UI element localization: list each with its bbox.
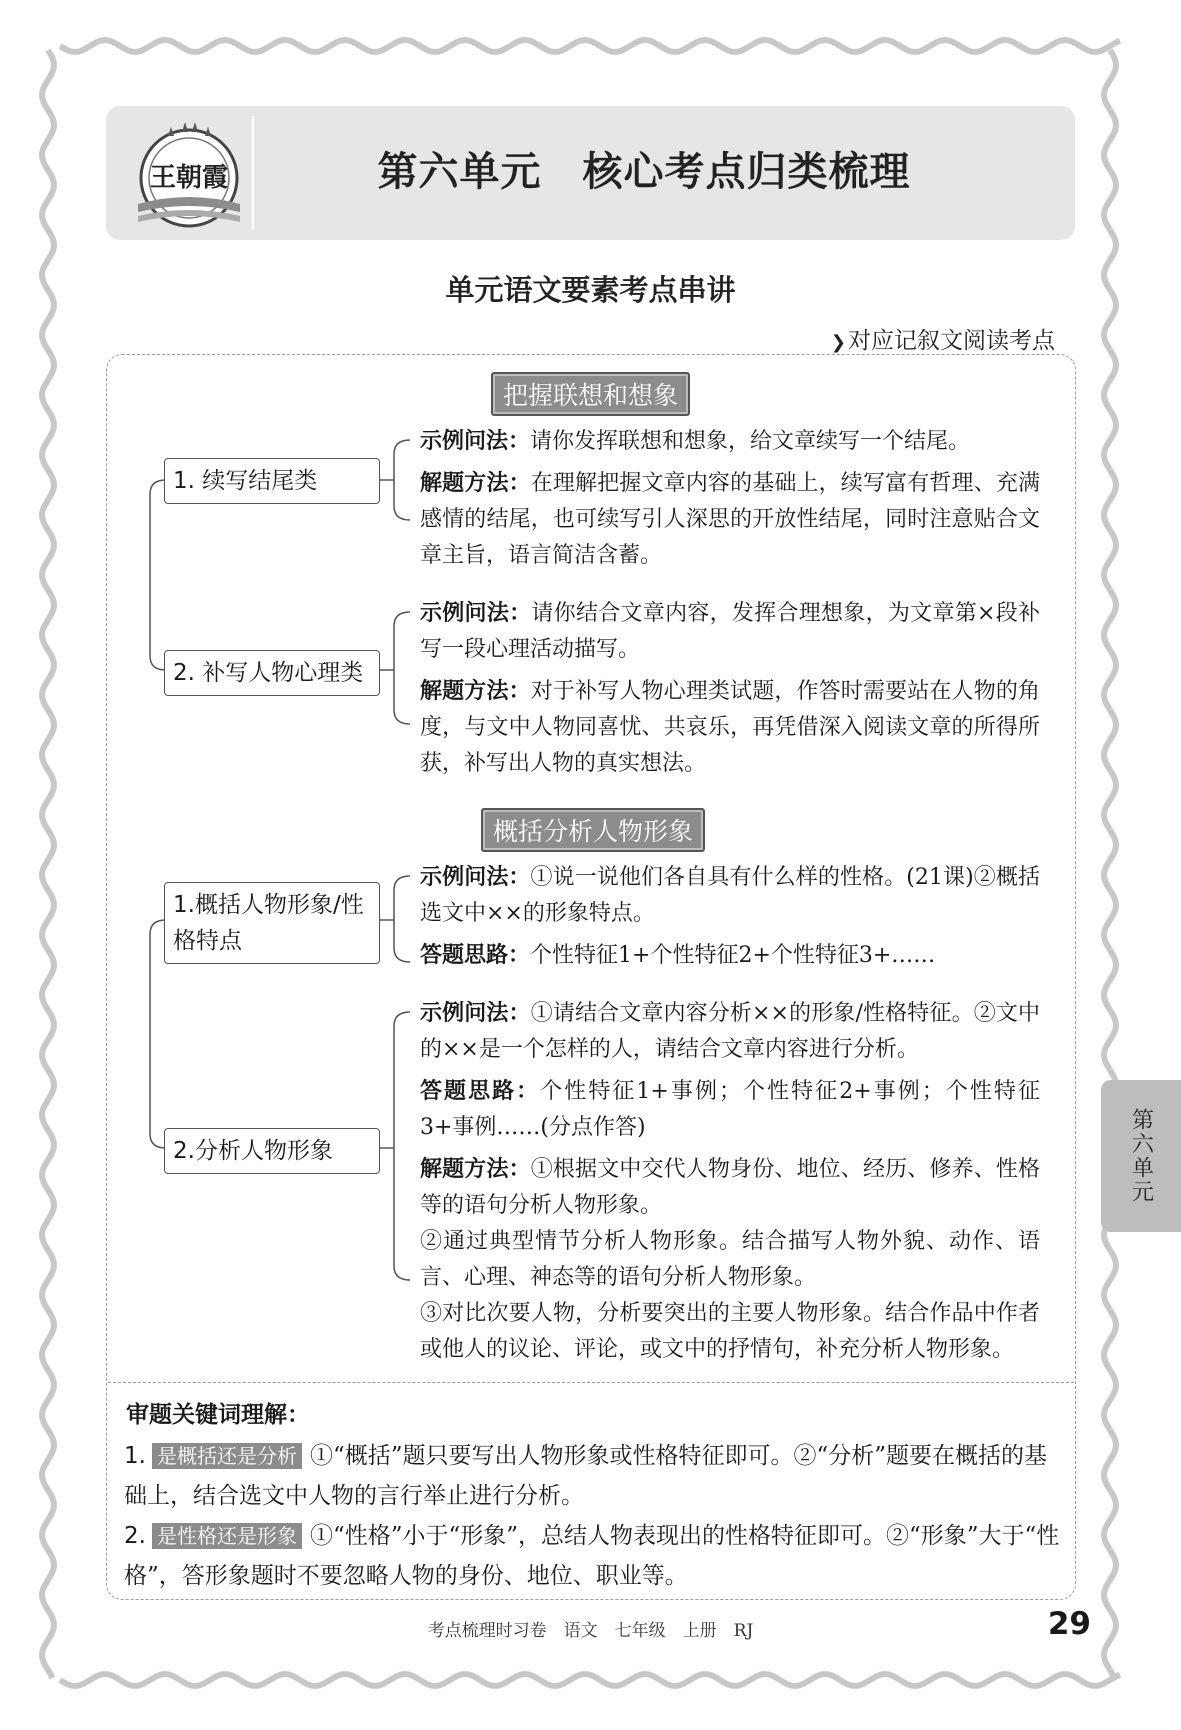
entry-text: ②通过典型情节分析人物形象。结合描写人物外貌、动作、语言、心理、神态等的语句分析人物形象。 [420,1229,1040,1290]
keyword-number: 2. [124,1523,146,1549]
entry-paragraph [420,466,1040,574]
keyword-text: ①“概括”题只要写出人物形象或性格特征即可。②“分析”题要在概括的基础上，结合选文中人物的言行举止进行分析。 [124,1443,1048,1509]
entry-label: 答题思路： [420,943,531,968]
keywords-title: 审题关键词理解： [126,1402,310,1428]
category-label-character: 概括分析人物形象 [481,808,705,852]
entry-text: 个性特征1+个性特征2+个性特征3+…… [530,943,936,968]
topic-box-continue-ending: 1. 续写结尾类 [164,458,380,504]
unit-side-tab-label: 第六单元 [1128,1108,1154,1204]
page-number: 29 [1047,1606,1091,1642]
section-divider [108,1382,1074,1383]
entry-paragraph [420,1152,1040,1224]
topic-box-analyze-character: 2.分析人物形象 [164,1128,380,1174]
entry-label: 解题方法： [420,679,531,704]
entry-label: 解题方法： [420,1157,531,1182]
entry-paragraph [420,1074,1040,1146]
keyword-number: 1. [124,1443,146,1469]
entry-text: 请你结合文章内容，发挥合理想象，为文章第×段补写一段心理活动描写。 [420,601,1040,662]
entry-label: 解题方法： [420,471,531,496]
entry-paragraph [420,424,1040,460]
entry-text: ③对比次要人物，分析要突出的主要人物形象。结合作品中作者或他人的议论、评论，或文中的抒情句，补充分析人物形象。 [420,1301,1040,1362]
entry-paragraph [420,1296,1040,1368]
entry-paragraph [420,996,1040,1068]
entry-paragraph [420,1224,1040,1296]
keyword-tag: 是概括还是分析 [152,1443,302,1469]
entry-text: 个性特征1+事例；个性特征2+事例；个性特征3+事例……(分点作答) [420,1079,1040,1140]
entry-text: ①根据文中交代人物身份、地位、经历、修养、性格等的语句分析人物形象。 [420,1157,1040,1218]
section-title: 单元语文要素考点串讲 [445,273,736,307]
entry-paragraph [420,596,1040,668]
unit-side-tab [1101,1080,1181,1232]
corresponding-note [831,322,1055,355]
topic-box-summarize-character: 1.概括人物形象/性格特点 [164,882,380,964]
logo-text: 王朝霞 [149,163,229,193]
topic-box-psychology: 2. 补写人物心理类 [164,650,380,696]
entry-text: 请你发挥联想和想象，给文章续写一个结尾。 [530,429,971,454]
keyword-tag: 是性格还是形象 [152,1523,302,1549]
entry-label: 答题思路： [420,1079,541,1104]
entry-text: ①请结合文章内容分析××的形象/性格特征。②文中的××是一个怎样的人，请结合文章内容进行分析。 [420,1001,1040,1062]
entry-text: ①说一说他们各自具有什么样的性格。(21课)②概括选文中××的形象特点。 [420,865,1040,926]
entry-label: 示例问法： [420,1001,531,1026]
entry-text: 在理解把握文章内容的基础上，续写富有哲理、充满感情的结尾，也可续写引人深思的开放性结尾，同时注意贴合文章主旨，语言简洁含蓄。 [420,471,1040,568]
logo-seal-icon [128,112,250,234]
keyword-item [124,1516,1064,1596]
entry-paragraph [420,674,1040,782]
entry-label: 示例问法： [420,865,531,890]
entry-text: 对于补写人物心理类试题，作答时需要站在人物的角度，与文中人物同喜忧、共哀乐，再凭借深入阅读文章的所得所获，补写出人物的真实想法。 [420,679,1040,776]
page-title: 第六单元 核心考点归类梳理 [377,149,911,195]
entry-paragraph [420,860,1040,932]
keyword-item [124,1436,1064,1516]
entry-paragraph [420,938,1040,974]
keyword-text: ①“性格”小于“形象”，总结人物表现出的性格特征即可。②“形象”大于“性格”，答形象题时不要忽略人物的身份、地位、职业等。 [124,1523,1060,1589]
corresponding-label: 对应记叙文阅读考点 [848,328,1055,354]
entry-label: 示例问法： [420,429,531,454]
entry-label: 示例问法： [420,601,532,626]
footer-text: 考点梳理时习卷 语文 七年级 上册 RJ [427,1621,754,1641]
double-chevron-icon: ❯ [830,332,846,353]
category-label-imagination: 把握联想和想象 [491,372,690,416]
